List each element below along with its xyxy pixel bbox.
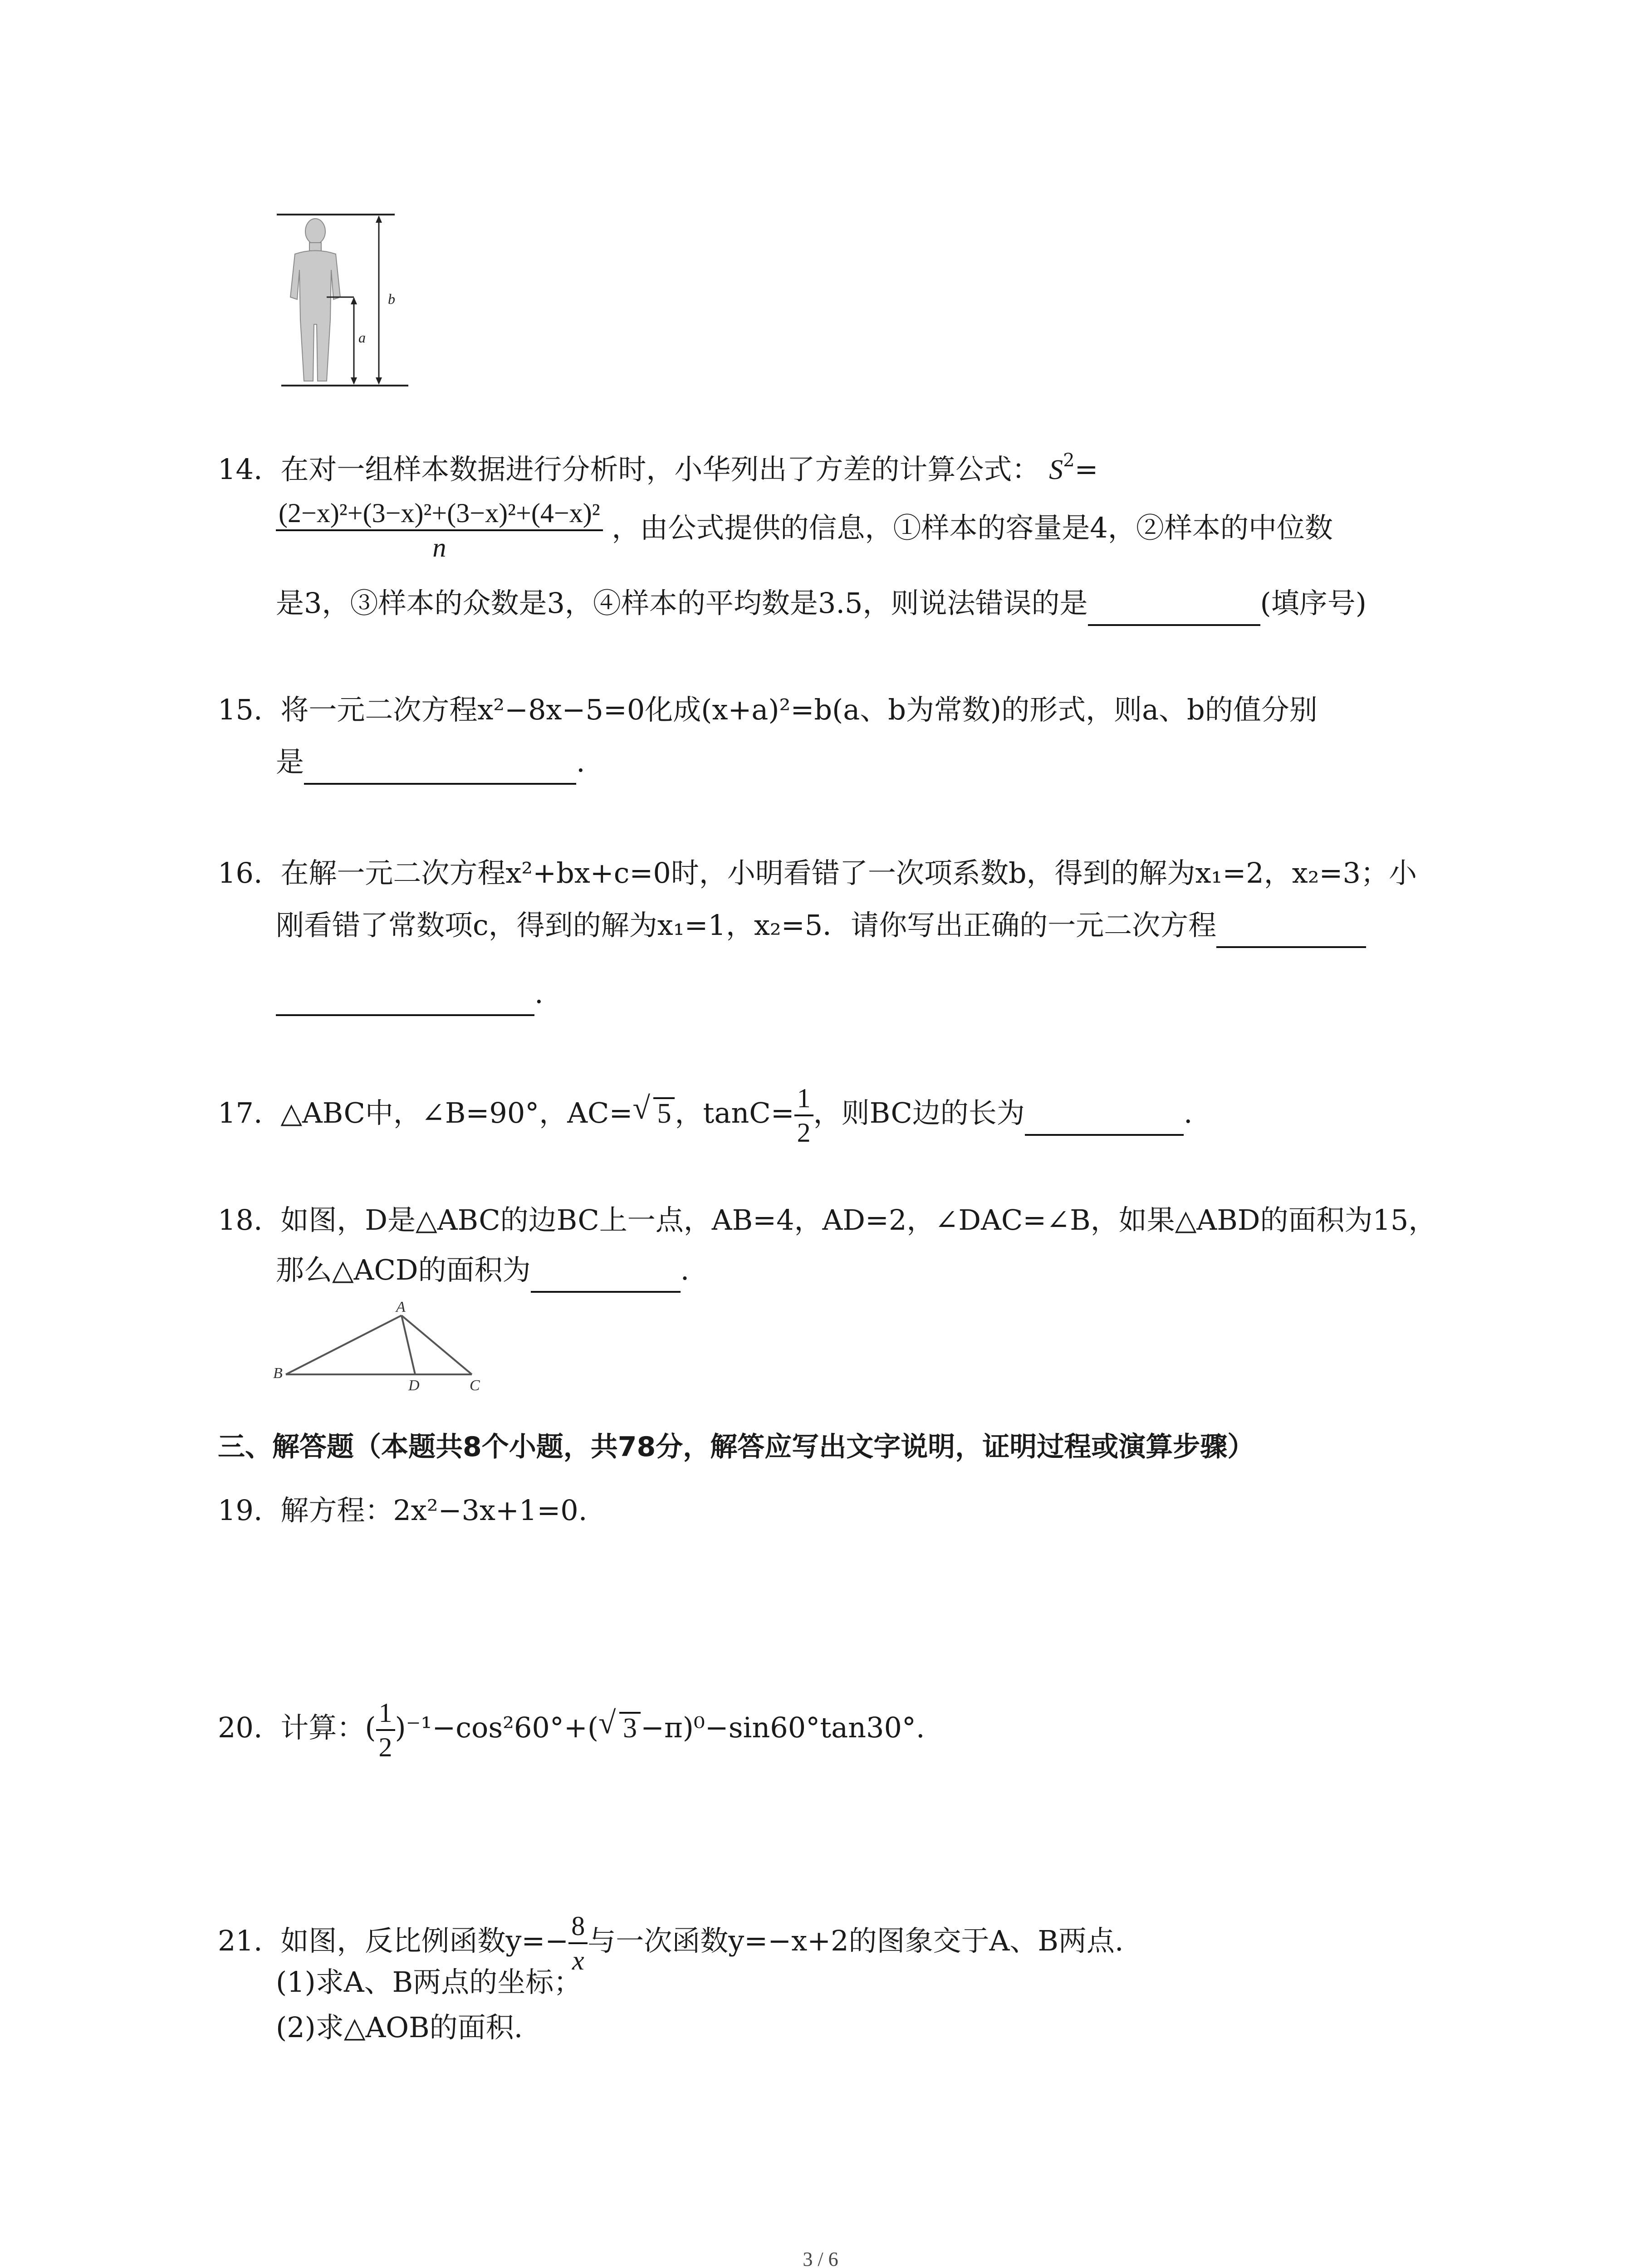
q14-number: 14. [218, 453, 263, 486]
q14-fill-hint: (填序号) [1260, 587, 1367, 620]
q17-part1: △ABC中，∠B=90°，AC= [280, 1096, 633, 1130]
label-a: a [358, 329, 366, 346]
q14-line1: 在对一组样本数据进行分析时，小华列出了方差的计算公式： [280, 453, 1040, 486]
page-number: 3 / 6 [803, 2248, 838, 2268]
triangle-abc-figure [272, 1297, 499, 1393]
q19-number: 19. [218, 1494, 263, 1527]
q14-line3: 是3，③样本的众数是3，④样本的平均数是3.5，则说法错误的是 [276, 587, 1088, 620]
vertex-A: A [396, 1299, 406, 1315]
q18-period: . [680, 1253, 690, 1286]
q21-number: 21. [218, 1924, 263, 1958]
eight-over-x-fraction: $\frac{8}{x}$ [568, 1910, 588, 1977]
q15-answer-blank[interactable] [304, 747, 576, 785]
q14-eq: = [1074, 453, 1098, 486]
q18-answer-blank[interactable] [531, 1255, 681, 1293]
sqrt-5: √ 5 [632, 1095, 675, 1132]
half-fraction: $\frac{1}{2}$ [376, 1696, 395, 1764]
q18-line2: 那么△ACD的面积为 [276, 1253, 531, 1286]
q16-answer-blank-2[interactable] [276, 978, 534, 1016]
q21-part1: 如图，反比例函数y=− [280, 1924, 569, 1958]
section-3-heading: 三、解答题（本题共8个小题，共78分，解答应写出文字说明，证明过程或演算步骤） [218, 1431, 1255, 1463]
q16-period: . [534, 977, 544, 1010]
q18-number: 18. [218, 1203, 263, 1237]
q21-sub1: (1)求A、B两点的坐标； [276, 1965, 582, 1999]
q16-line1: 在解一元二次方程x²+bx+c=0时，小明看错了一次项系数b，得到的解为x₁=2，x₂=3；小 [280, 856, 1417, 890]
q17-number: 17. [218, 1096, 263, 1130]
variance-denominator: n [432, 533, 446, 562]
question-19 [218, 1492, 587, 1529]
vertex-D: D [408, 1377, 420, 1393]
q21-sub2: (2)求△AOB的面积. [276, 2011, 523, 2044]
q17-period: . [1183, 1096, 1193, 1130]
tan-fraction: $\frac{1}{2}$ [794, 1082, 813, 1149]
q21-part2: 与一次函数y=−x+2的图象交于A、B两点. [588, 1924, 1124, 1958]
q14-after-fraction: ，由公式提供的信息，①样本的容量是4，②样本的中位数 [612, 511, 1333, 545]
q16-answer-blank-1[interactable] [1216, 910, 1366, 948]
q20-part1: )⁻¹−cos²60°+( [395, 1711, 599, 1745]
q14-s: S [1049, 455, 1063, 485]
q16-line2: 刚看错了常数项c，得到的解为x₁=1，x₂=5．请你写出正确的一元二次方程 [276, 909, 1217, 942]
vertex-B: B [273, 1365, 283, 1382]
sqrt-3: √ 3 [598, 1710, 641, 1746]
q19-text: 解方程：2x²−3x+1=0. [280, 1494, 588, 1527]
variance-fraction [276, 497, 603, 564]
q20-number: 20. [218, 1711, 263, 1745]
q18-line1: 如图，D是△ABC的边BC上一点，AB=4，AD=2，∠DAC=∠B，如果△ABD的面积为15， [280, 1203, 1437, 1237]
question-20: 20. 计算：( $\frac{1}{2}$ )⁻¹−cos²60°+( √ 3 −π)⁰−sin60°tan30°. [218, 1696, 925, 1764]
label-b: b [388, 291, 395, 307]
q15-period: . [576, 745, 585, 778]
body-height-figure [272, 206, 417, 397]
variance-numerator: (2−x)²+(3−x)²+(3−x)²+(4−x)² [276, 497, 603, 531]
q20-part2: −π)⁰−sin60°tan30°. [641, 1711, 925, 1745]
q15-line1: 将一元二次方程x²−8x−5=0化成(x+a)²=b(a、b为常数)的形式，则a、b的值分别 [280, 693, 1318, 726]
vertex-C: C [470, 1377, 480, 1393]
q15-line2: 是 [276, 745, 304, 778]
q14-answer-blank[interactable] [1088, 588, 1260, 626]
q17-part2: ，tanC= [675, 1096, 794, 1130]
q14-s-exp: 2 [1063, 450, 1075, 471]
q15-number: 15. [218, 693, 263, 726]
q17-answer-blank[interactable] [1025, 1098, 1184, 1136]
q17-part3: ，则BC边的长为 [813, 1096, 1025, 1130]
q20-label: 计算： [280, 1711, 365, 1745]
q16-number: 16. [218, 856, 263, 890]
